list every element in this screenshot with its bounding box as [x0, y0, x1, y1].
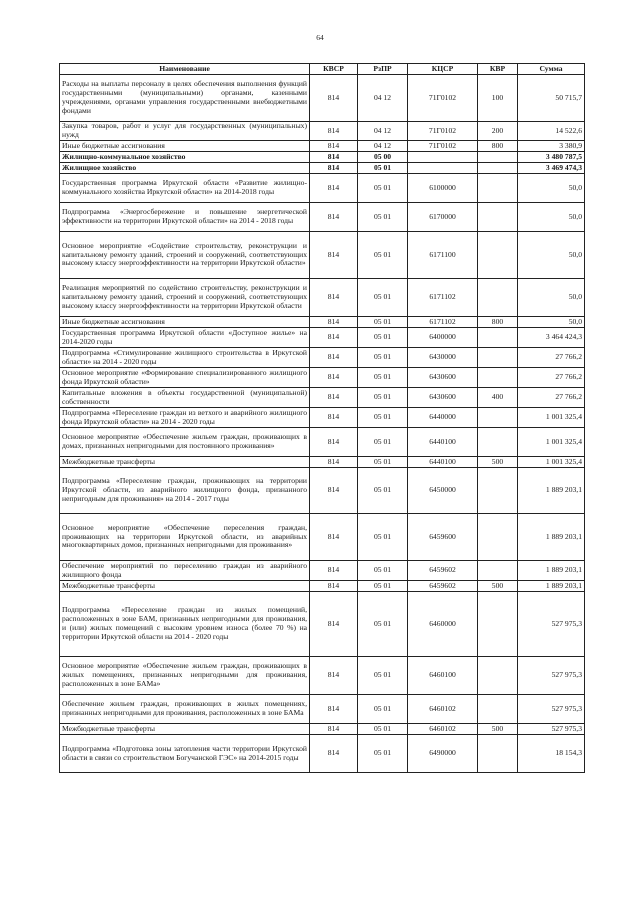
cell-name: Государственная программа Иркутской области «Развитие жилищно-коммунального хозяйства Иркутской области» на 2014-2018 годы: [60, 174, 310, 203]
cell-kcsr: 6459602: [408, 561, 478, 581]
cell-rzpr: 05 01: [358, 592, 408, 657]
cell-kvr: [478, 735, 518, 773]
cell-kvr: [478, 657, 518, 695]
cell-kvr: [478, 232, 518, 279]
cell-name: Межбюджетные трансферты: [60, 457, 310, 468]
cell-name: Подпрограмма «Переселение граждан, проживающих на территории Иркутской области, из аварийного жилищного фонда, признанного непригодным для проживания» на 2014 - 2017 годы: [60, 468, 310, 514]
cell-name: Основное мероприятие «Формирование специализированного жилищного фонда Иркутской области»: [60, 368, 310, 388]
cell-sum: 50 715,7: [518, 75, 585, 122]
cell-sum: 527 975,3: [518, 657, 585, 695]
cell-kvr: 800: [478, 317, 518, 328]
table-row: [60, 457, 585, 468]
cell-kvr: [478, 428, 518, 457]
table-row: [60, 122, 585, 141]
cell-sum: 27 766,2: [518, 348, 585, 368]
cell-kcsr: 6460100: [408, 657, 478, 695]
table-row: [60, 428, 585, 457]
cell-rzpr: 05 01: [358, 328, 408, 348]
cell-name: Подпрограмма «Стимулирование жилищного строительства в Иркутской области» на 2014 - 2020 годы: [60, 348, 310, 368]
page-number: 64: [316, 33, 324, 42]
cell-name: Закупка товаров, работ и услуг для государственных (муниципальных) нужд: [60, 122, 310, 141]
cell-kcsr: [408, 152, 478, 163]
cell-kvr: [478, 695, 518, 724]
cell-kvsr: 814: [310, 561, 358, 581]
cell-name: Жилищно-коммунальное хозяйство: [60, 152, 310, 163]
cell-kcsr: 6171102: [408, 317, 478, 328]
cell-rzpr: 04 12: [358, 141, 408, 152]
cell-kcsr: 6450000: [408, 468, 478, 514]
cell-sum: 18 154,3: [518, 735, 585, 773]
cell-name: Обеспечение мероприятий по переселению граждан из аварийного жилищного фонда: [60, 561, 310, 581]
cell-kvsr: 814: [310, 203, 358, 232]
cell-sum: 527 975,3: [518, 592, 585, 657]
cell-rzpr: 05 01: [358, 388, 408, 408]
cell-kvsr: 814: [310, 317, 358, 328]
cell-rzpr: 05 01: [358, 457, 408, 468]
cell-name: Иные бюджетные ассигнования: [60, 317, 310, 328]
cell-name: Основное мероприятие «Обеспечение жильем граждан, проживающих в домах, признанных непригодными для постоянного проживания»: [60, 428, 310, 457]
cell-kcsr: 6460102: [408, 724, 478, 735]
cell-kvsr: 814: [310, 368, 358, 388]
cell-kvsr: 814: [310, 735, 358, 773]
table-row: [60, 203, 585, 232]
cell-rzpr: 05 01: [358, 561, 408, 581]
cell-kcsr: 71Г0102: [408, 122, 478, 141]
table-row: [60, 592, 585, 657]
table-row: [60, 141, 585, 152]
cell-name: Иные бюджетные ассигнования: [60, 141, 310, 152]
cell-kcsr: [408, 163, 478, 174]
cell-rzpr: 05 01: [358, 163, 408, 174]
cell-sum: 3 480 787,5: [518, 152, 585, 163]
cell-kvsr: 814: [310, 152, 358, 163]
budget-table: [59, 63, 585, 773]
table-row: [60, 735, 585, 773]
cell-kvsr: 814: [310, 724, 358, 735]
cell-kcsr: 6430000: [408, 348, 478, 368]
cell-name: Подпрограмма «Энергосбережение и повышение энергетической эффективности на территории Иркутской области» на 2014 - 2018 годы: [60, 203, 310, 232]
cell-sum: 1 001 325,4: [518, 428, 585, 457]
cell-kcsr: 6460102: [408, 695, 478, 724]
cell-rzpr: 05 01: [358, 468, 408, 514]
cell-kcsr: 6430600: [408, 368, 478, 388]
cell-name: Подпрограмма «Переселение граждан из жилых помещений, расположенных в зоне БАМ, признанных непригодными для проживания, и (или) жилых помещений с высоким уровнем износа (более 70 %) на территории Иркутской области на 2014 - 2020 годы: [60, 592, 310, 657]
table-header-row: [60, 64, 585, 75]
header-kvsr: КВСР: [310, 64, 358, 75]
cell-kvsr: 814: [310, 328, 358, 348]
cell-sum: 1 889 203,1: [518, 468, 585, 514]
cell-name: Государственная программа Иркутской области «Доступное жилье» на 2014-2020 годы: [60, 328, 310, 348]
cell-rzpr: 05 00: [358, 152, 408, 163]
cell-kcsr: 6100000: [408, 174, 478, 203]
cell-kcsr: 6460000: [408, 592, 478, 657]
table-row: [60, 695, 585, 724]
cell-kvr: [478, 468, 518, 514]
cell-kvr: [478, 152, 518, 163]
cell-kvsr: 814: [310, 408, 358, 428]
cell-kvsr: 814: [310, 174, 358, 203]
cell-name: Расходы на выплаты персоналу в целях обеспечения выполнения функций государственными (муниципальными) органами, казенными учреждениями, органами управления государственными внебюджетными фондами: [60, 75, 310, 122]
table-row: [60, 232, 585, 279]
cell-kcsr: 6440100: [408, 428, 478, 457]
cell-kvr: 500: [478, 457, 518, 468]
table-row: [60, 174, 585, 203]
cell-kcsr: 6459602: [408, 581, 478, 592]
cell-sum: 1 889 203,1: [518, 514, 585, 561]
cell-kvr: 200: [478, 122, 518, 141]
cell-kcsr: 71Г0102: [408, 141, 478, 152]
cell-name: Реализация мероприятий по содействию строительству, реконструкции и капитальному ремонту зданий, строений и сооружений, соответствующих высокому классу энергоэффективности на территории Иркутской области: [60, 279, 310, 317]
cell-rzpr: 05 01: [358, 408, 408, 428]
table-row: [60, 163, 585, 174]
table-row: [60, 317, 585, 328]
cell-rzpr: 05 01: [358, 735, 408, 773]
cell-kvsr: 814: [310, 232, 358, 279]
table-row: [60, 388, 585, 408]
cell-kcsr: 6440000: [408, 408, 478, 428]
cell-kvsr: 814: [310, 468, 358, 514]
cell-kvr: [478, 348, 518, 368]
cell-kcsr: 71Г0102: [408, 75, 478, 122]
cell-kcsr: 6459600: [408, 514, 478, 561]
cell-kcsr: 6400000: [408, 328, 478, 348]
cell-sum: 50,0: [518, 317, 585, 328]
cell-rzpr: 05 01: [358, 428, 408, 457]
cell-sum: 527 975,3: [518, 724, 585, 735]
cell-rzpr: 05 01: [358, 279, 408, 317]
table-row: [60, 75, 585, 122]
table-row: [60, 468, 585, 514]
cell-rzpr: 05 01: [358, 174, 408, 203]
header-kvr: КВР: [478, 64, 518, 75]
cell-kcsr: 6170000: [408, 203, 478, 232]
cell-sum: 50,0: [518, 174, 585, 203]
table-row: [60, 514, 585, 561]
cell-kvsr: 814: [310, 428, 358, 457]
cell-sum: 3 469 474,3: [518, 163, 585, 174]
cell-kvsr: 814: [310, 141, 358, 152]
cell-kvsr: 814: [310, 695, 358, 724]
cell-name: Обеспечение жильем граждан, проживающих в жилых помещениях, признанных непригодными для проживания, расположенных в зоне БАМа: [60, 695, 310, 724]
cell-rzpr: 04 12: [358, 122, 408, 141]
cell-kvr: 800: [478, 141, 518, 152]
cell-kvr: 500: [478, 581, 518, 592]
cell-sum: 27 766,2: [518, 368, 585, 388]
cell-kvr: [478, 328, 518, 348]
cell-sum: 50,0: [518, 279, 585, 317]
cell-sum: 527 975,3: [518, 695, 585, 724]
cell-kcsr: 6171100: [408, 232, 478, 279]
cell-kvr: [478, 592, 518, 657]
cell-sum: 1 001 325,4: [518, 457, 585, 468]
cell-kvr: [478, 203, 518, 232]
cell-rzpr: 05 01: [358, 368, 408, 388]
cell-kvsr: 814: [310, 388, 358, 408]
cell-kvr: 100: [478, 75, 518, 122]
table-row: [60, 408, 585, 428]
table-row: [60, 348, 585, 368]
table-row: [60, 657, 585, 695]
table-row: [60, 328, 585, 348]
cell-kcsr: 6430600: [408, 388, 478, 408]
cell-kvr: [478, 561, 518, 581]
cell-kvsr: 814: [310, 657, 358, 695]
cell-sum: 27 766,2: [518, 388, 585, 408]
cell-kvr: [478, 163, 518, 174]
cell-kvsr: 814: [310, 75, 358, 122]
cell-kvsr: 814: [310, 122, 358, 141]
cell-kcsr: 6440100: [408, 457, 478, 468]
header-kcsr: КЦСР: [408, 64, 478, 75]
cell-kvr: [478, 279, 518, 317]
cell-name: Основное мероприятие «Содействие строительству, реконструкции и капитальному ремонту зданий, строений и сооружений, соответствующих высокому классу энергоэффективности на территории Иркутской области»: [60, 232, 310, 279]
cell-rzpr: 05 01: [358, 514, 408, 561]
table-row: [60, 152, 585, 163]
table-row: [60, 279, 585, 317]
cell-sum: 14 522,6: [518, 122, 585, 141]
cell-kvr: 500: [478, 724, 518, 735]
cell-sum: 1 889 203,1: [518, 581, 585, 592]
cell-name: Жилищное хозяйство: [60, 163, 310, 174]
cell-kvsr: 814: [310, 457, 358, 468]
cell-name: Подпрограмма «Подготовка зоны затопления части территории Иркутской области в связи со строительством Богучанской ГЭС» на 2014-2015 годы: [60, 735, 310, 773]
cell-sum: 1 889 203,1: [518, 561, 585, 581]
cell-rzpr: 05 01: [358, 232, 408, 279]
cell-kcsr: 6171102: [408, 279, 478, 317]
cell-rzpr: 05 01: [358, 695, 408, 724]
cell-kvsr: 814: [310, 581, 358, 592]
cell-kvsr: 814: [310, 279, 358, 317]
cell-kvr: [478, 174, 518, 203]
cell-kvsr: 814: [310, 348, 358, 368]
cell-kvsr: 814: [310, 163, 358, 174]
cell-rzpr: 05 01: [358, 724, 408, 735]
cell-name: Межбюджетные трансферты: [60, 724, 310, 735]
cell-kvsr: 814: [310, 514, 358, 561]
header-sum: Сумма: [518, 64, 585, 75]
cell-rzpr: 05 01: [358, 317, 408, 328]
cell-rzpr: 05 01: [358, 203, 408, 232]
table-row: [60, 724, 585, 735]
cell-rzpr: 05 01: [358, 348, 408, 368]
table-row: [60, 561, 585, 581]
cell-sum: 50,0: [518, 203, 585, 232]
cell-kcsr: 6490000: [408, 735, 478, 773]
cell-rzpr: 05 01: [358, 657, 408, 695]
cell-sum: 50,0: [518, 232, 585, 279]
cell-sum: 3 464 424,3: [518, 328, 585, 348]
cell-kvr: 400: [478, 388, 518, 408]
cell-name: Основное мероприятие «Обеспечение переселения граждан, проживающих на территории Иркутской области, из аварийных многоквартирных домов, признанных непригодными для проживания»: [60, 514, 310, 561]
cell-sum: 3 380,9: [518, 141, 585, 152]
table-body: [60, 75, 585, 773]
header-name: Наименование: [60, 64, 310, 75]
cell-kvr: [478, 408, 518, 428]
cell-sum: 1 001 325,4: [518, 408, 585, 428]
cell-name: Подпрограмма «Переселение граждан из ветхого и аварийного жилищного фонда Иркутской области» на 2014 - 2020 годы: [60, 408, 310, 428]
cell-kvr: [478, 514, 518, 561]
table-row: [60, 581, 585, 592]
table-row: [60, 368, 585, 388]
cell-name: Капитальные вложения в объекты государственной (муниципальной) собственности: [60, 388, 310, 408]
cell-name: Межбюджетные трансферты: [60, 581, 310, 592]
cell-name: Основное мероприятие «Обеспечение жильем граждан, проживающих в жилых помещениях, признанных непригодными для проживания, расположенных в зоне БАМа»: [60, 657, 310, 695]
header-rzpr: РзПР: [358, 64, 408, 75]
cell-kvr: [478, 368, 518, 388]
cell-rzpr: 05 01: [358, 581, 408, 592]
cell-rzpr: 04 12: [358, 75, 408, 122]
cell-kvsr: 814: [310, 592, 358, 657]
